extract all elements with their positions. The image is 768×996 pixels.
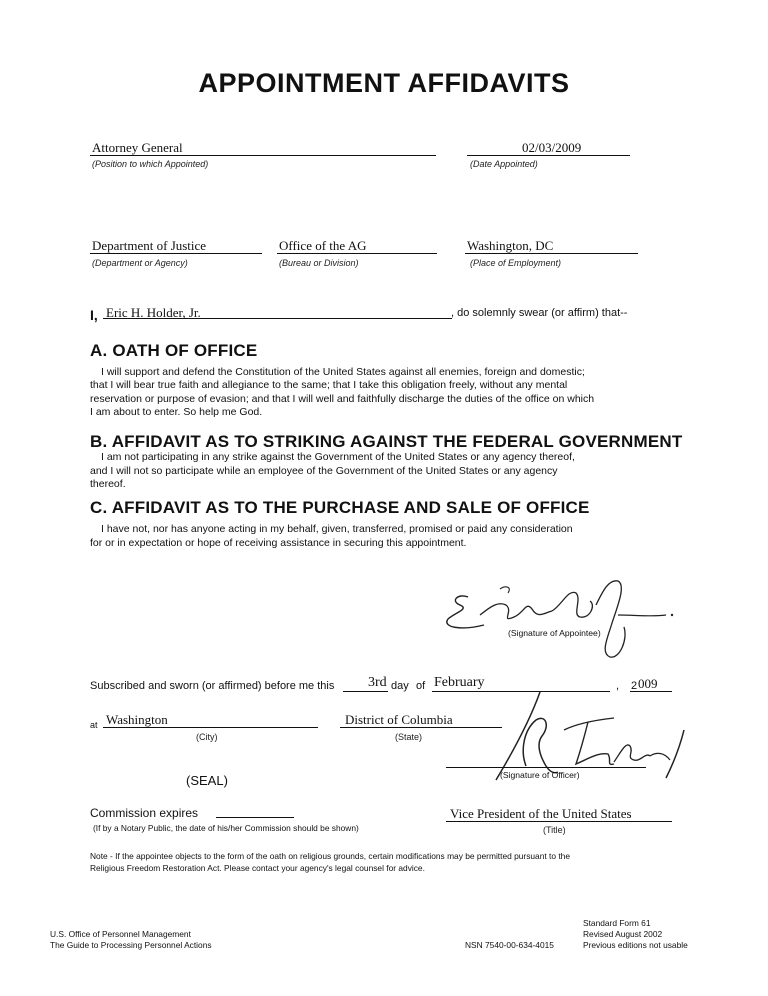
officer-title-underline — [446, 821, 672, 822]
section-a-line: reservation or purpose of evasion; and that I will well and faithfully discharge the duties of the office on which — [90, 393, 595, 405]
place-value: Washington, DC — [467, 238, 554, 253]
footer-guide: The Guide to Processing Personnel Actions — [50, 940, 212, 950]
section-b-line: I am not participating in any strike against the Government of the United States or any agency thereof, — [101, 451, 575, 463]
date-appointed-caption: (Date Appointed) — [470, 159, 538, 169]
section-c-line: I have not, nor has anyone acting in my behalf, given, transferred, promised or paid any consideration — [101, 523, 573, 535]
section-c-line: for or in expectation or hope of receiving assistance in securing this appointment. — [90, 537, 467, 549]
note-line: Religious Freedom Restoration Act. Please contact your agency's legal counsel for advice. — [90, 863, 425, 873]
at-word: at — [90, 720, 98, 730]
bureau-value: Office of the AG — [279, 238, 367, 253]
position-value: Attorney General — [92, 140, 183, 155]
footer-editions: Previous editions not usable — [583, 940, 688, 950]
commission-underline — [216, 817, 294, 818]
section-a-heading: A. OATH OF OFFICE — [90, 341, 258, 360]
footer-nsn: NSN 7540-00-634-4015 — [465, 940, 554, 950]
bureau-underline — [277, 253, 437, 254]
officer-signature-image — [480, 690, 700, 810]
of-word: of — [416, 680, 426, 692]
page-title: APPOINTMENT AFFIDAVITS — [198, 68, 570, 98]
section-a-line: I will support and defend the Constitution of the United States against all enemies, foreign and domestic; — [101, 366, 585, 378]
city-value: Washington — [106, 712, 168, 727]
year-century: 2 — [631, 680, 638, 692]
place-caption: (Place of Employment) — [470, 258, 562, 268]
appointee-signature-image — [440, 575, 675, 665]
name-underline — [103, 318, 452, 319]
subscribed-text: Subscribed and sworn (or affirmed) before me this — [90, 680, 335, 692]
day-underline — [343, 691, 388, 692]
section-a-line: I am about to enter. So help me God. — [90, 406, 263, 418]
appointee-name: Eric H. Holder, Jr. — [106, 305, 201, 320]
year-comma: , — [616, 680, 620, 692]
seal-label: (SEAL) — [186, 773, 228, 788]
footer-agency: U.S. Office of Personnel Management — [50, 929, 191, 939]
commission-label: Commission expires — [90, 806, 199, 820]
date-appointed-value: 02/03/2009 — [522, 140, 582, 155]
note-line: Note - If the appointee objects to the form of the oath on religious grounds, certain modifications may be permitted pursuant to the — [90, 851, 570, 861]
city-underline — [103, 727, 318, 728]
department-caption: (Department or Agency) — [92, 258, 188, 268]
footer-revised: Revised August 2002 — [583, 929, 663, 939]
officer-signature-underline — [446, 767, 646, 768]
section-a-line: that I will bear true faith and allegiance to the same; that I take this obligation freely, without any mental — [90, 379, 568, 391]
appointee-signature-caption: (Signature of Appointee) — [508, 628, 601, 638]
footer-form-number: Standard Form 61 — [583, 918, 651, 928]
city-caption: (City) — [196, 732, 218, 742]
bureau-caption: (Bureau or Division) — [279, 258, 359, 268]
section-b-heading: B. AFFIDAVIT AS TO STRIKING AGAINST THE FEDERAL GOVERNMENT — [90, 432, 683, 451]
subscribed-year: 009 — [638, 676, 658, 691]
section-b-line: thereof. — [90, 478, 126, 490]
state-caption: (State) — [395, 732, 423, 742]
state-underline — [340, 727, 502, 728]
day-word: day — [391, 680, 409, 692]
department-underline — [90, 253, 262, 254]
department-value: Department of Justice — [92, 238, 207, 253]
position-underline — [90, 155, 436, 156]
state-value: District of Columbia — [345, 712, 453, 727]
officer-title-caption: (Title) — [543, 825, 566, 835]
section-c-heading: C. AFFIDAVIT AS TO THE PURCHASE AND SALE OF OFFICE — [90, 498, 590, 517]
position-caption: (Position to which Appointed) — [92, 159, 209, 169]
swear-prefix: I, — [90, 307, 98, 323]
swear-suffix: , do solemnly swear (or affirm) that-- — [451, 307, 628, 319]
officer-title-value: Vice President of the United States — [450, 806, 632, 821]
officer-signature-caption: (Signature of Officer) — [500, 770, 580, 780]
place-underline — [465, 253, 638, 254]
subscribed-month: February — [434, 675, 485, 690]
section-b-line: and I will not so participate while an employee of the Government of the United States or any agency — [90, 465, 558, 477]
commission-note: (If by a Notary Public, the date of his/her Commission should be shown) — [93, 823, 359, 833]
date-appointed-underline — [467, 155, 630, 156]
subscribed-day: 3rd — [368, 675, 387, 690]
